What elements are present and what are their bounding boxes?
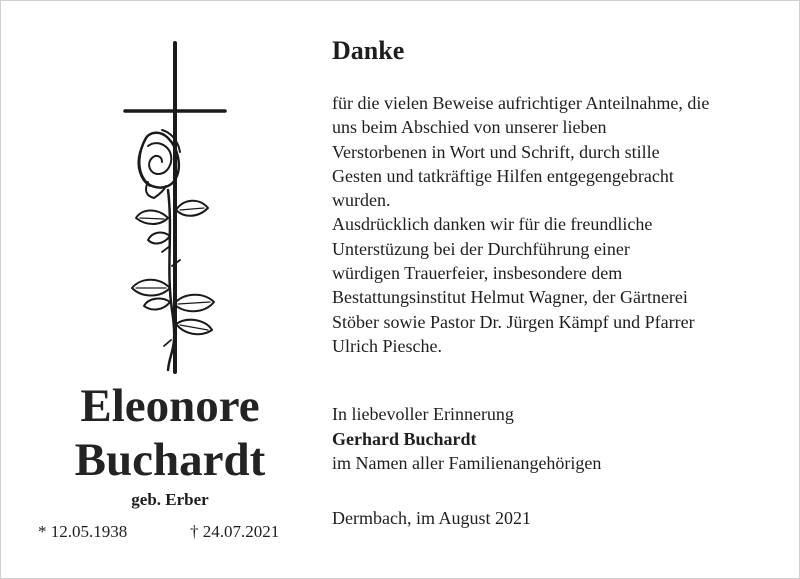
closing-remembrance: In liebevoller Erinnerung — [332, 404, 514, 424]
message-line: Gesten und tatkräftige Hilfen entgegengebracht — [332, 165, 674, 186]
message-line: für die vielen Beweise aufrichtiger Anteilnahme, die — [332, 93, 710, 113]
deceased-last-name: Buchardt — [74, 434, 266, 486]
cross-with-rose-icon — [118, 40, 228, 380]
message-heading: Danke — [332, 36, 405, 65]
message-line: uns beim Abschied von unserer lieben — [332, 117, 607, 138]
birth-date: * 12.05.1938 — [38, 522, 128, 541]
message-line: Verstorbenen in Wort und Schrift, durch stille — [332, 141, 660, 162]
place-date: Dermbach, im August 2021 — [332, 508, 531, 528]
message-line: Ausdrücklich danken wir für die freundliche — [332, 214, 653, 235]
deceased-panel — [0, 0, 340, 579]
message-line: würdigen Trauerfeier, insbesondere dem — [332, 263, 623, 284]
closing-block — [332, 402, 601, 476]
message-line: Bestattungsinstitut Helmut Wagner, der Gärtnerei — [332, 287, 688, 308]
death-date: † 24.07.2021 — [190, 522, 280, 541]
maiden-name: geb. Erber — [131, 490, 209, 509]
message-line: Unterstüzung bei der Durchführung einer — [332, 238, 630, 259]
message-line: Ulrich Piesche. — [332, 335, 442, 356]
message-line: Stöber sowie Pastor Dr. Jürgen Kämpf und Pfarrer — [332, 311, 695, 332]
message-line: wurden. — [332, 190, 391, 211]
deceased-first-name: Eleonore — [80, 380, 260, 432]
signer-name: Gerhard Buchardt — [332, 428, 477, 449]
message-body — [332, 91, 772, 358]
closing-family: im Namen aller Familienangehörigen — [332, 453, 602, 473]
